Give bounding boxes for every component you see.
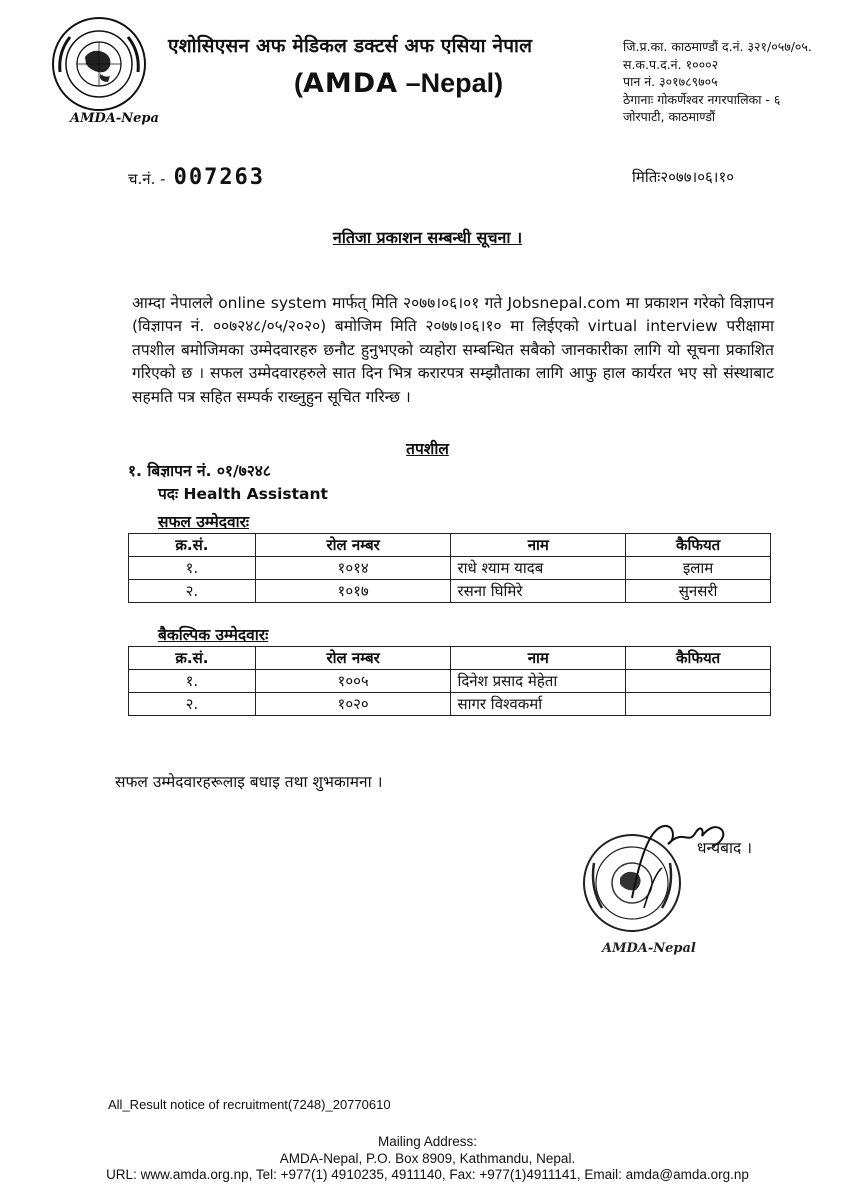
header-sn: क्र.सं. [129, 534, 256, 557]
advertisement-number: १. बिज्ञापन नं. ०१/७२४८ [128, 462, 271, 480]
cell-remarks: इलाम [626, 557, 771, 580]
congratulations-text: सफल उम्मेदवारहरूलाइ बधाइ तथा शुभकामना । [115, 773, 383, 791]
organization-logo [40, 12, 158, 130]
cell-remarks: सुनसरी [626, 580, 771, 603]
cell-remarks [626, 670, 771, 693]
header-remarks: कैफियत [626, 534, 771, 557]
cell-sn: २. [129, 580, 256, 603]
file-reference: All_Result notice of recruitment(7248)_20770610 [108, 1097, 391, 1112]
header-name: नाम [451, 534, 626, 557]
cell-name: सागर विश्वकर्मा [451, 693, 626, 716]
cell-sn: १. [129, 670, 256, 693]
details-heading: तपशील [406, 440, 449, 458]
logo-caption: AMDA-Nepal [70, 111, 158, 126]
header-roll: रोल नम्बर [255, 534, 451, 557]
cell-roll: १०१४ [255, 557, 451, 580]
table-header-row [129, 534, 771, 557]
table-row [129, 670, 771, 693]
contact-line: URL: www.amda.org.np, Tel: +977(1) 4910235, 4911140, Fax: +977(1)4911141, Email: amda@amda.org.np [106, 1167, 749, 1182]
cell-name: राधे श्याम यादब [451, 557, 626, 580]
registration-line: जि.प्र.का. काठमाण्डौं द.नं. ३२१/०५७/०५. [623, 39, 812, 54]
successful-heading: सफल उम्मेदवारः [158, 513, 250, 531]
cell-roll: १०२० [255, 693, 451, 716]
brand-suffix: –Nepal) [398, 68, 504, 98]
registration-line: स.क.प.द.नं. १०००२ [623, 56, 719, 72]
post-title: पदः Health Assistant [158, 485, 328, 503]
registration-line: ठेगानाः गोकर्णेश्वर नगरपालिका - ६ [623, 91, 781, 107]
official-stamp-signature [572, 788, 782, 968]
cell-name: दिनेश प्रसाद मेहेता [451, 670, 626, 693]
header-name: नाम [451, 647, 626, 670]
registration-block [623, 38, 812, 126]
notice-body: आम्दा नेपालले online system मार्फत् मिति २०७७।०६।०१ गते Jobsnepal.com मा प्रकाशन गरेको विज्ञापन (विज्ञापन नं. ००७२४८/०५/२०२०) बमोजिम मिति २०७७।०६।१० मा लिईएको virtual interview परीक्षामा तपशील बमोजिमका उम्मेदवारहरु छनौट हुनुभएको व्यहोरा सम्बन्धित सबैको जानकारीका लागि यो सूचना प्रकाशित गरिएको छ । सफल उम्मेदवारहरुले सात दिन भित्र करारपत्र सम्झौताका लागि आफु हाल कार्यरत भए सो संस्थाबाट सहमति पत्र सहित सम्पर्क राख्नुहुन सूचित गरिन्छ । [132, 294, 774, 406]
organization-name-nepali: एशोसिएसन अफ मेडिकल डक्टर्स अफ एसिया नेपाल [168, 35, 533, 57]
registration-line: पान नं. ३०१७८९७०५ [623, 74, 718, 89]
paren-open: ( [294, 68, 303, 98]
stamp-caption: AMDA-Nepal [602, 941, 696, 956]
cell-roll: १०१७ [255, 580, 451, 603]
alternate-heading: बैकल्पिक उम्मेदवारः [158, 626, 269, 644]
cell-sn: २. [129, 693, 256, 716]
organization-name-english [294, 68, 503, 99]
brand-name: AMDA [303, 68, 399, 99]
successful-table [128, 533, 771, 603]
header-sn: क्र.सं. [129, 647, 256, 670]
reference-label: च.नं. - [128, 170, 166, 188]
reference-value: 007263 [173, 165, 266, 190]
cell-remarks [626, 693, 771, 716]
notice-title: नतिजा प्रकाशन सम्बन्धी सूचना । [332, 228, 523, 247]
registration-line: जोरपाटी, काठमाण्डौं [623, 109, 716, 124]
cell-name: रसना घिमिरे [451, 580, 626, 603]
table-header-row [129, 647, 771, 670]
table-row [129, 580, 771, 603]
mailing-address: AMDA-Nepal, P.O. Box 8909, Kathmandu, Nepal. [279, 1151, 576, 1166]
reference-number [128, 165, 265, 190]
table-row [129, 693, 771, 716]
cell-sn: १. [129, 557, 256, 580]
alternate-table [128, 646, 771, 716]
header-roll: रोल नम्बर [255, 647, 451, 670]
cell-roll: १००५ [255, 670, 451, 693]
thanks-text: धन्यबाद । [697, 839, 752, 857]
header-remarks: कैफियत [626, 647, 771, 670]
table-row [129, 557, 771, 580]
mailing-heading: Mailing Address: [377, 1134, 478, 1149]
notice-date: मितिः२०७७।०६।१० [632, 168, 735, 186]
